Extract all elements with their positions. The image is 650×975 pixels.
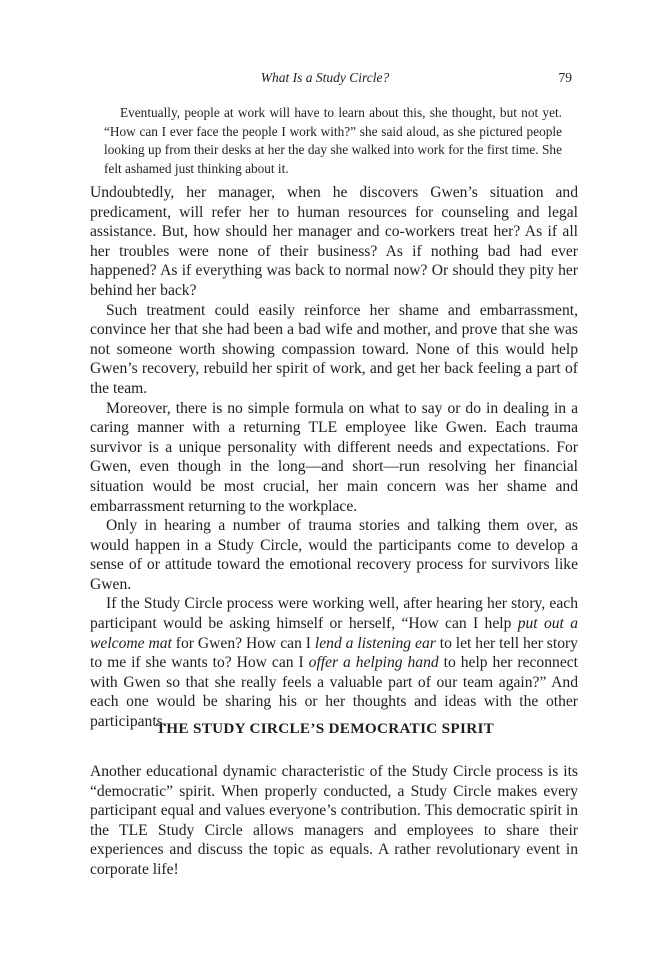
emphasis-welcome-mat: put out a welcome mat	[90, 615, 579, 652]
block-quote-paragraph: Eventually, people at work will have to learn about this, she thought, but not yet. “How can I ever face the people I work with?” she said aloud, as she pictured people looking up from their desks at her the day she walked into work for the first time. She felt ashamed just thinking about it.	[104, 105, 562, 176]
paragraph-2: Such treatment could easily reinforce her shame and embarrassment, convince her that she had been a bad wife and mother, and prove that she was not someone worth showing compassion toward. None of this would help Gwen’s recovery, rebuild her spirit of work, and get her back feeling a part of the team.	[90, 301, 578, 397]
running-title: What Is a Study Circle?	[260, 70, 390, 85]
paragraph-3: Moreover, there is no simple formula on what to say or do in dealing in a caring manner with a returning TLE employee like Gwen. Each trauma survivor is a unique personality with different needs and expectations. For Gwen, even though in the long—and short—run resolving her financial situation would be most crucial, her main concern was her shame and embarrassment returning to the workplace.	[90, 399, 578, 515]
paragraph-5-text: for Gwen? How can I	[171, 634, 315, 652]
emphasis-helping-hand: offer a helping hand	[308, 654, 439, 672]
section-paragraph-1: Another educational dynamic characteristic of the Study Circle process is its “democratic” spirit. When properly conducted, a Study Circle makes every participant equal and values everyone’s contribution. This democratic spirit in the TLE Study Circle allows managers and employees to share their experiences and discuss the topic as equals. A rather revolutionary event in corporate life!	[90, 763, 578, 878]
body-text	[90, 183, 578, 732]
paragraph-5-text: to let her tell her story to me if she wants to? How can I	[90, 634, 578, 672]
paragraph-4: Only in hearing a number of trauma stories and talking them over, as would happen in a Study Circle, would the participants come to develop a sense of or attitude toward the emotional recovery process for survivors like Gwen.	[90, 517, 578, 593]
paragraph-5-text: If the Study Circle process were working well, after hearing her story, each participant would be asking himself or herself, “How can I help	[90, 595, 578, 633]
section-body-text	[90, 762, 578, 880]
block-quote	[104, 104, 562, 178]
section-heading: THE STUDY CIRCLE’S DEMOCRATIC SPIRIT	[155, 720, 495, 737]
paragraph-1: Undoubtedly, her manager, when he discovers Gwen’s situation and predicament, will refer her to human resources for counseling and legal assistance. But, how should her manager and co-workers treat her? As if all her troubles were none of their business? As if nothing bad had ever happened? As if everything was back to normal now? Or should they pity her behind her back?	[90, 184, 578, 299]
paragraph-5	[90, 594, 578, 731]
page-number: 79	[558, 70, 572, 85]
paragraph-5-text: to help her reconnect with Gwen so that she really feels a valuable part of our team again?” And each one would be sharing his or her thoughts and ideas with the other participants.	[90, 654, 578, 731]
running-head	[0, 70, 650, 90]
emphasis-listening-ear: lend a listening ear	[314, 634, 436, 652]
